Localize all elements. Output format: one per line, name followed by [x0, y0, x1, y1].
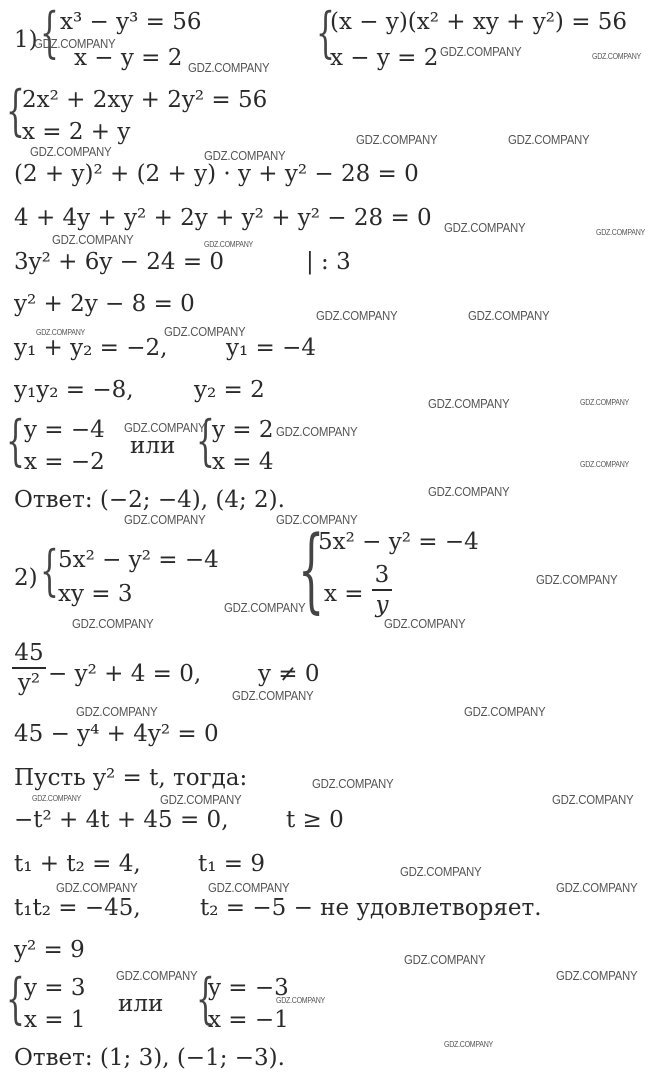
fraction-bar: [12, 667, 46, 669]
task1-answer: Ответ: (−2; −4), (4; 2).: [14, 487, 285, 513]
task1-sol1-line2: x = −2: [24, 449, 105, 475]
task2-sol2-brace: {: [196, 967, 215, 1030]
task1-factored-line2: x − y = 2: [330, 45, 439, 71]
watermark: GDZ.COMPANY: [556, 880, 638, 895]
task1-sol2-line2: x = 4: [212, 449, 274, 475]
watermark: GDZ.COMPANY: [556, 968, 638, 983]
task2-or: или: [118, 991, 164, 1017]
task2-root1: t₁ = 9: [198, 851, 265, 877]
task2-expr-numerator: 3: [374, 562, 390, 588]
task1-root1: y₁ = −4: [226, 335, 317, 361]
watermark: GDZ.COMPANY: [316, 308, 398, 323]
task1-step-3: 3y² + 6y − 24 = 0: [14, 249, 225, 275]
watermark: GDZ.COMPANY: [116, 968, 198, 983]
task1-factored-line1: (x − y)(x² + xy + y²) = 56: [330, 9, 628, 35]
watermark: GDZ.COMPANY: [580, 398, 629, 407]
watermark: GDZ.COMPANY: [428, 396, 510, 411]
watermark: GDZ.COMPANY: [508, 132, 590, 147]
watermark: GDZ.COMPANY: [208, 880, 290, 895]
task1-sol2-brace: {: [196, 409, 215, 472]
watermark: GDZ.COMPANY: [164, 324, 246, 339]
watermark: GDZ.COMPANY: [72, 616, 154, 631]
watermark: GDZ.COMPANY: [400, 864, 482, 879]
task2-sol2-line2: x = −1: [208, 1007, 289, 1033]
watermark: GDZ.COMPANY: [464, 704, 546, 719]
watermark: GDZ.COMPANY: [124, 512, 206, 527]
watermark: GDZ.COMPANY: [224, 600, 306, 615]
task1-sol1-line1: y = −4: [24, 417, 105, 443]
task1-sol1-brace: {: [6, 409, 25, 472]
task2-vieta-sum: t₁ + t₂ = 4,: [14, 851, 141, 877]
task1-divide-note: | : 3: [306, 249, 351, 275]
watermark: GDZ.COMPANY: [404, 952, 486, 967]
watermark: GDZ.COMPANY: [232, 688, 314, 703]
task2-step1: 45 − y⁴ + 4y² = 0: [14, 721, 219, 747]
task1-step-2: 4 + 4y + y² + 2y + y² + y² − 28 = 0: [14, 205, 432, 231]
watermark: GDZ.COMPANY: [440, 44, 522, 59]
task2-step2: −t² + 4t + 45 = 0,: [14, 807, 229, 833]
watermark: GDZ.COMPANY: [276, 996, 325, 1005]
task1-root2: y₂ = 2: [194, 377, 265, 403]
watermark: GDZ.COMPANY: [76, 704, 158, 719]
task2-sol1-line1: y = 3: [24, 975, 86, 1001]
watermark: GDZ.COMPANY: [276, 512, 358, 527]
watermark: GDZ.COMPANY: [444, 220, 526, 235]
watermark: GDZ.COMPANY: [52, 232, 134, 247]
task2-expr-brace: {: [298, 516, 325, 623]
task2-sol2-line1: y = −3: [208, 975, 289, 1001]
task2-sol1-brace: {: [6, 967, 25, 1030]
task2-eq-denominator: y²: [17, 669, 41, 696]
watermark: GDZ.COMPANY: [124, 420, 206, 435]
task1-number: 1): [14, 27, 38, 53]
task2-eq-numerator: 45: [14, 640, 44, 666]
watermark: GDZ.COMPANY: [536, 572, 618, 587]
watermark: GDZ.COMPANY: [444, 1040, 493, 1049]
task1-sub-brace: {: [6, 79, 25, 142]
task2-let: Пусть y² = t, тогда:: [14, 765, 248, 791]
watermark: GDZ.COMPANY: [160, 792, 242, 807]
watermark: GDZ.COMPANY: [204, 240, 253, 249]
watermark: GDZ.COMPANY: [580, 460, 629, 469]
task2-system-line1: 5x² − y² = −4: [58, 547, 219, 573]
task1-step-1: (2 + y)² + (2 + y) · y + y² − 28 = 0: [14, 161, 419, 187]
task1-sub-line2: x = 2 + y: [22, 119, 131, 145]
watermark: GDZ.COMPANY: [34, 36, 116, 51]
watermark: GDZ.COMPANY: [56, 880, 138, 895]
task2-eq-rest: − y² + 4 = 0,: [48, 661, 202, 687]
watermark: GDZ.COMPANY: [428, 484, 510, 499]
task2-expr-denominator: y: [375, 591, 389, 618]
watermark: GDZ.COMPANY: [32, 794, 81, 803]
task1-sub-line1: 2x² + 2xy + 2y² = 56: [22, 87, 268, 113]
watermark: GDZ.COMPANY: [36, 328, 85, 337]
task1-system-brace: {: [40, 1, 59, 64]
task2-eq-condition: y ≠ 0: [258, 661, 320, 687]
task1-or: или: [130, 433, 176, 459]
watermark: GDZ.COMPANY: [30, 144, 112, 159]
watermark: GDZ.COMPANY: [312, 776, 394, 791]
watermark: GDZ.COMPANY: [384, 616, 466, 631]
task1-factored-brace: {: [316, 1, 335, 64]
watermark: GDZ.COMPANY: [592, 52, 641, 61]
watermark: GDZ.COMPANY: [276, 424, 358, 439]
task1-system-line2: x − y = 2: [74, 45, 183, 71]
watermark: GDZ.COMPANY: [204, 148, 286, 163]
watermark: GDZ.COMPANY: [596, 228, 645, 237]
task2-y-squared: y² = 9: [14, 937, 85, 963]
watermark: GDZ.COMPANY: [468, 308, 550, 323]
task1-sol2-line1: y = 2: [212, 417, 274, 443]
fraction-bar: [372, 589, 392, 591]
task2-number: 2): [14, 565, 38, 591]
task2-expr-x: x =: [324, 581, 364, 607]
task1-step-4: y² + 2y − 8 = 0: [14, 291, 195, 317]
task2-expr-line1: 5x² − y² = −4: [318, 529, 479, 555]
task1-vieta-sum: y₁ + y₂ = −2,: [14, 335, 168, 361]
watermark: GDZ.COMPANY: [356, 132, 438, 147]
task2-step2-condition: t ≥ 0: [286, 807, 344, 833]
task2-root2: t₂ = −5 − не удовлетворяет.: [200, 895, 542, 921]
task2-system-line2: xy = 3: [58, 581, 133, 607]
watermark: GDZ.COMPANY: [188, 60, 270, 75]
task1-vieta-prod: y₁y₂ = −8,: [14, 377, 134, 403]
watermark: GDZ.COMPANY: [552, 792, 634, 807]
task2-expr-fraction: [372, 562, 392, 618]
task2-sol1-line2: x = 1: [24, 1007, 86, 1033]
task2-vieta-prod: t₁t₂ = −45,: [14, 895, 141, 921]
task2-answer: Ответ: (1; 3), (−1; −3).: [14, 1045, 285, 1071]
task2-system-brace: {: [40, 539, 59, 602]
task1-system-line1: x³ − y³ = 56: [60, 9, 202, 35]
task2-eq-fraction: [12, 640, 46, 696]
